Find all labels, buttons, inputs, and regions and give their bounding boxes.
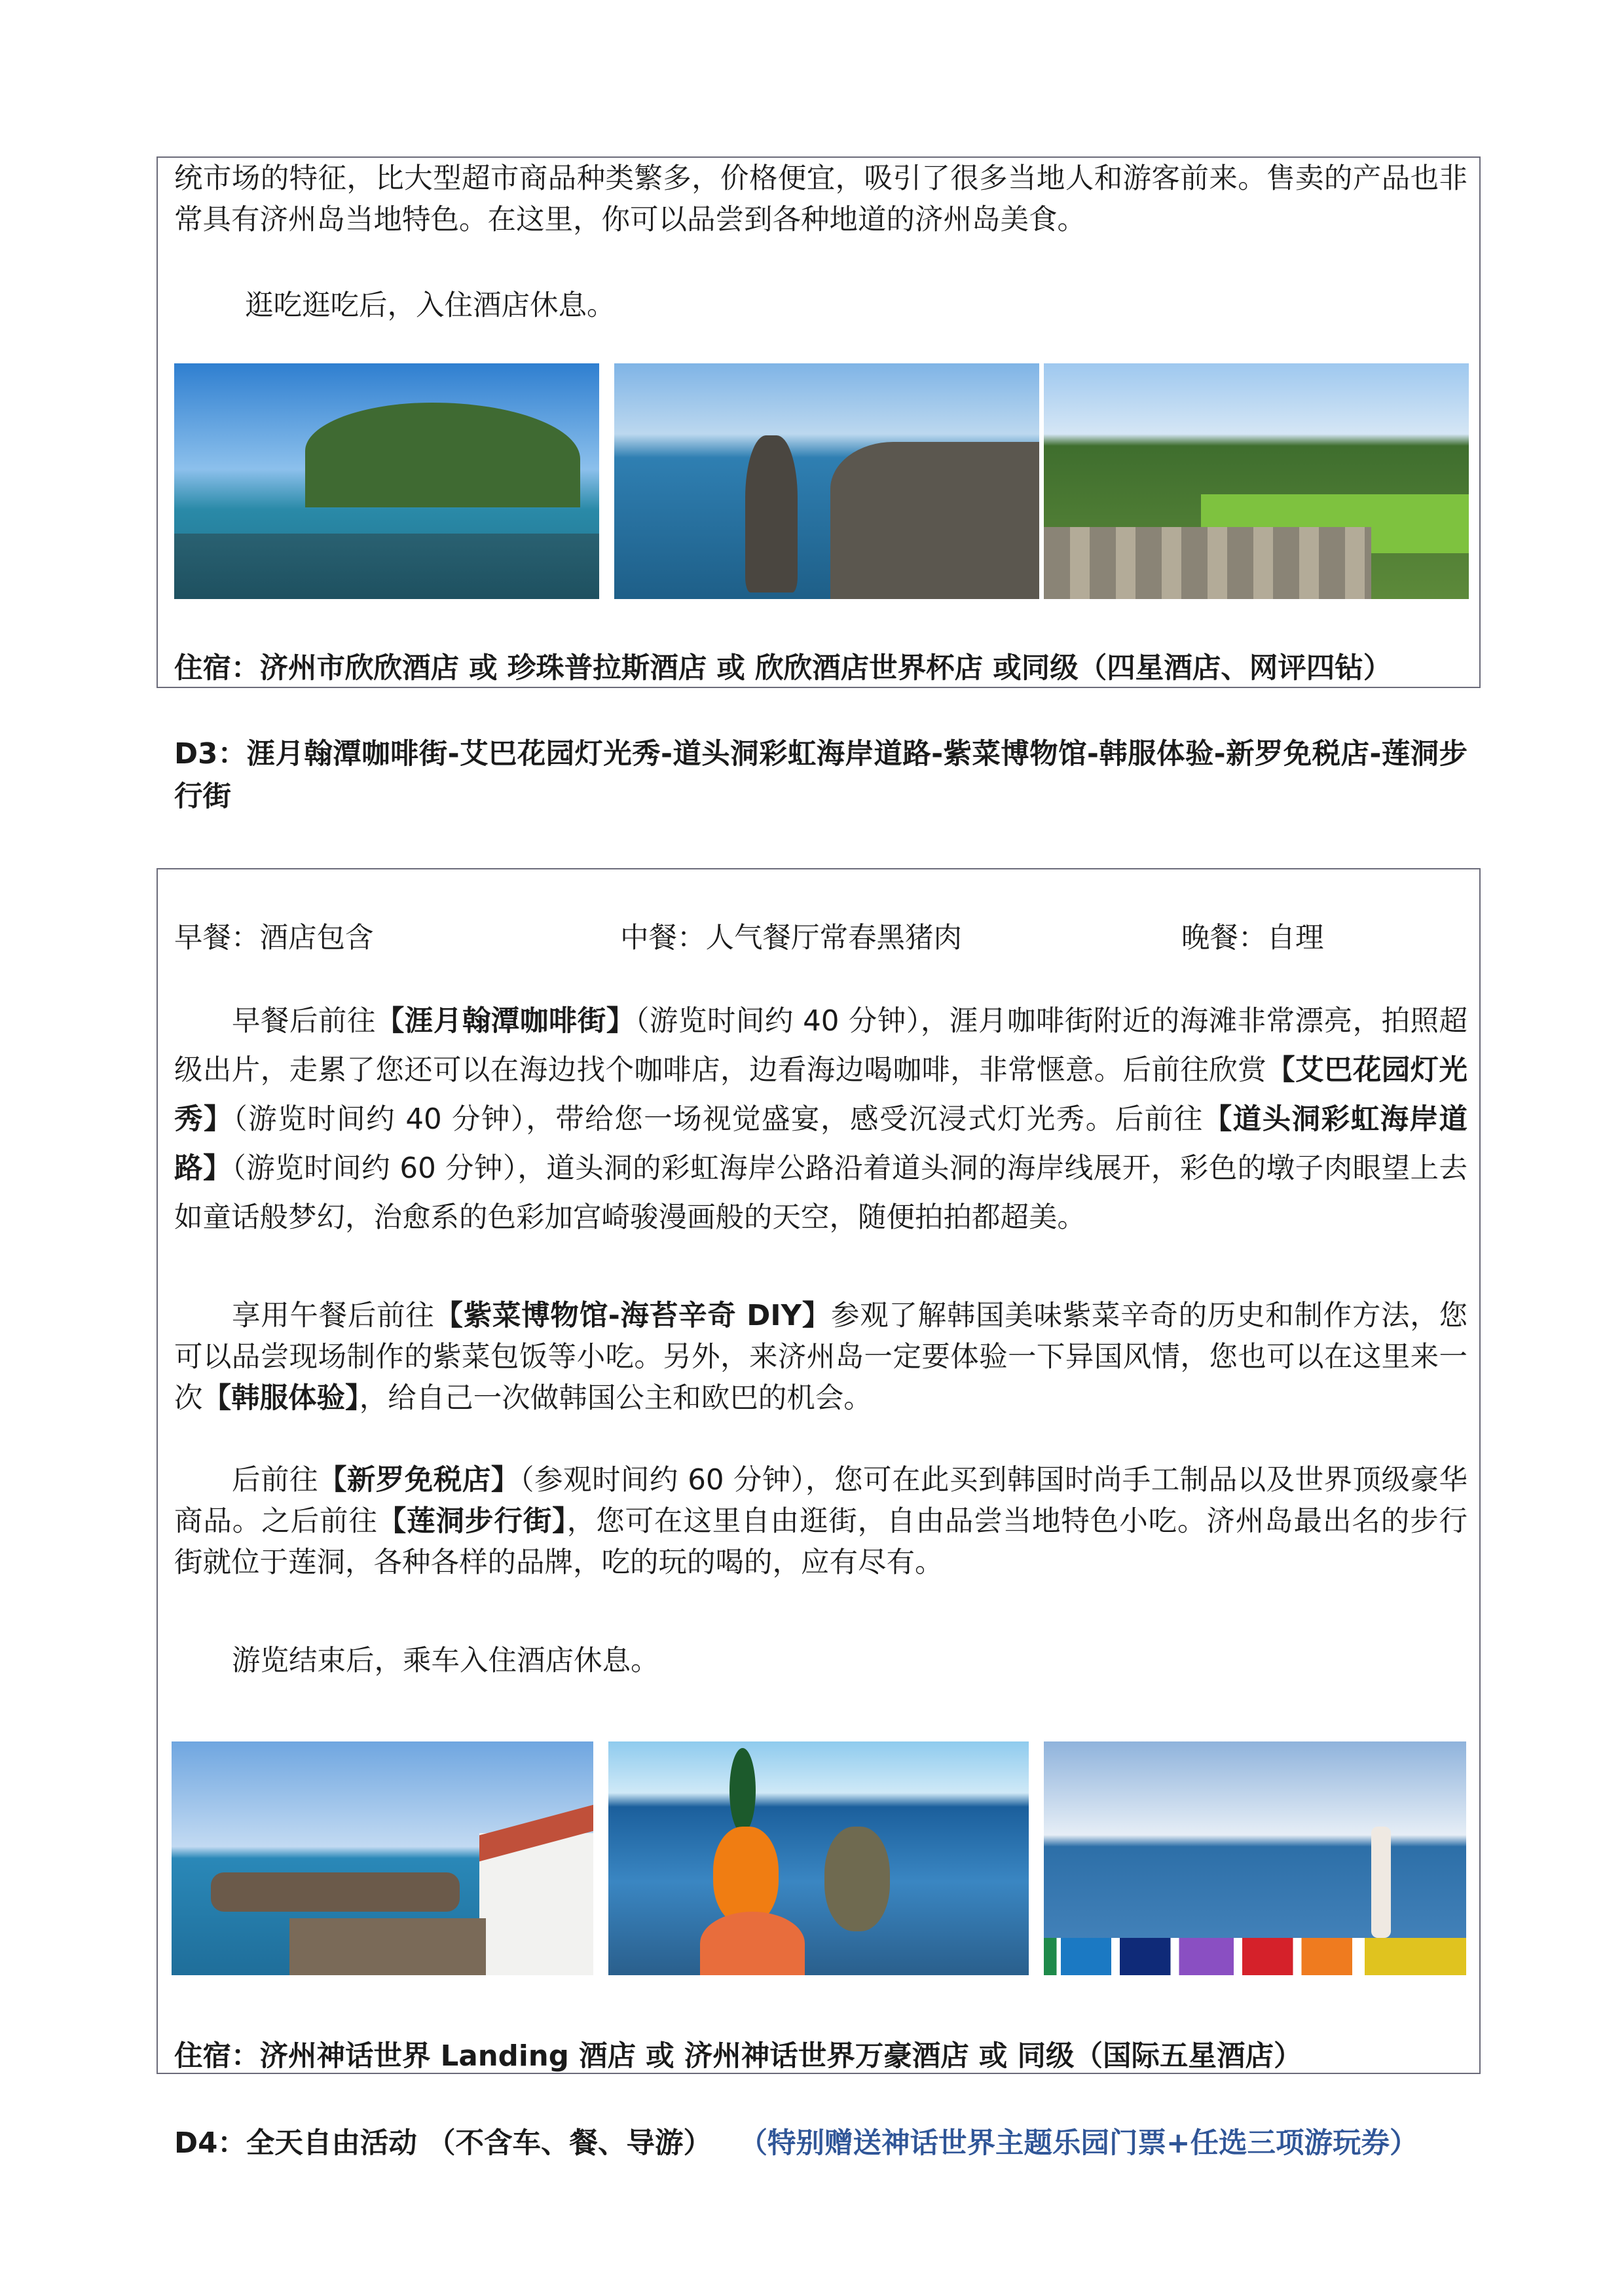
highlight-shilla-duty-free: 【新罗免税店】 — [318, 1464, 520, 1497]
text: 享用午餐后前往 — [232, 1300, 435, 1332]
text: 后前往 — [232, 1464, 318, 1497]
text: （游览时间约 60 分钟），道头洞的彩虹海岸公路沿着道头洞的海岸线展开，彩色的墩子肉眼望上去如童话般梦幻，治愈系的色彩加宫崎骏漫画般的天空，随便拍拍都超美。 — [174, 1152, 1468, 1234]
day4-heading: D4：全天自由活动 （不含车、餐、导游） — [174, 2127, 712, 2160]
photo-tangerine-ice-cream — [608, 1741, 1029, 1975]
text: （游览时间约 40 分钟），涯月咖啡街附近的海滩非常漂亮，拍照超级出片，走累了您还可以在海边找个咖啡店，边看海边喝咖啡，非常惬意。后前往欣赏 — [174, 1005, 1468, 1087]
highlight-seaweed-museum: 【紫菜博物馆-海苔辛奇 DIY】 — [434, 1300, 831, 1332]
highlight-light-show: 【艾巴花园灯光秀】 — [174, 1054, 1468, 1136]
day2-intro-text: 统市场的特征，比大型超市商品种类繁多，价格便宜，吸引了很多当地人和游客前来。售卖的产品也非常具有济州岛当地特色。在这里，你可以品尝到各种地道的济州岛美食。 — [174, 162, 1467, 236]
photo-oedolgae-rock — [614, 363, 1039, 599]
day3-paragraph-evening — [174, 1460, 1467, 1584]
text: ，您可在这里自由逛街，自由品尝当地特色小吃。济州岛最出名的步行街就位于莲洞，各种各样的品牌，吃的玩的喝的，应有尽有。 — [174, 1505, 1468, 1579]
meal-breakfast: 早餐：酒店包含 — [174, 922, 374, 955]
photo-aewol-coast-cafe — [172, 1741, 593, 1975]
photo-seongsan-ilchulbong — [174, 363, 599, 599]
meal-dinner: 晚餐：自理 — [1181, 922, 1324, 955]
text: 早餐后前往 — [232, 1005, 376, 1038]
highlight-aewol-cafe-street: 【涯月翰潭咖啡街】 — [375, 1005, 635, 1038]
day2-accommodation: 住宿：济州市欣欣酒店 或 珍珠普拉斯酒店 或 欣欣酒店世界杯店 或同级（四星酒店、网评四钻） — [174, 652, 1392, 685]
text: （参观时间约 60 分钟），您可在此买到韩国时尚手工制品以及世界顶级豪华商品。之后前往 — [174, 1464, 1468, 1538]
highlight-rainbow-coast-road: 【道头洞彩虹海岸道路】 — [174, 1103, 1468, 1185]
photo-rainbow-coast-road — [1044, 1741, 1466, 1975]
highlight-yeondong-street: 【莲洞步行街】 — [377, 1505, 567, 1538]
highlight-hanbok: 【韩服体验】 — [202, 1382, 360, 1415]
text: （游览时间约 40 分钟），带给您一场视觉盛宴，感受沉浸式灯光秀。后前往 — [232, 1103, 1204, 1136]
photo-folk-village — [1044, 363, 1469, 599]
text: ，给自己一次做韩国公主和欧巴的机会。 — [359, 1382, 872, 1415]
day3-accommodation: 住宿：济州神话世界 Landing 酒店 或 济州神话世界万豪酒店 或 同级（国际五星酒店） — [174, 2040, 1302, 2073]
day4-bonus-note: （特别赠送神话世界主题乐园门票+任选三项游玩券） — [739, 2127, 1418, 2160]
day3-closing-text: 游览结束后，乘车入住酒店休息。 — [232, 1645, 659, 1677]
text: 参观了解韩国美味紫菜辛奇的历史和制作方法，您可以品尝现场制作的紫菜包饭等小吃。另外，来济州岛一定要体验一下异国风情，您也可以在这里来一次 — [174, 1300, 1467, 1415]
meal-lunch: 中餐：人气餐厅常春黑猪肉 — [620, 922, 962, 955]
day2-closing-text: 逛吃逛吃后，入住酒店休息。 — [245, 289, 616, 322]
day3-heading: D3：涯月翰潭咖啡街-艾巴花园灯光秀-道头洞彩虹海岸道路-紫菜博物馆-韩服体验-新罗免税店-莲洞步行街 — [174, 738, 1467, 813]
day3-paragraph-morning — [174, 997, 1467, 1243]
day4-heading-row — [174, 2121, 1418, 2161]
day3-paragraph-afternoon — [174, 1296, 1467, 1419]
